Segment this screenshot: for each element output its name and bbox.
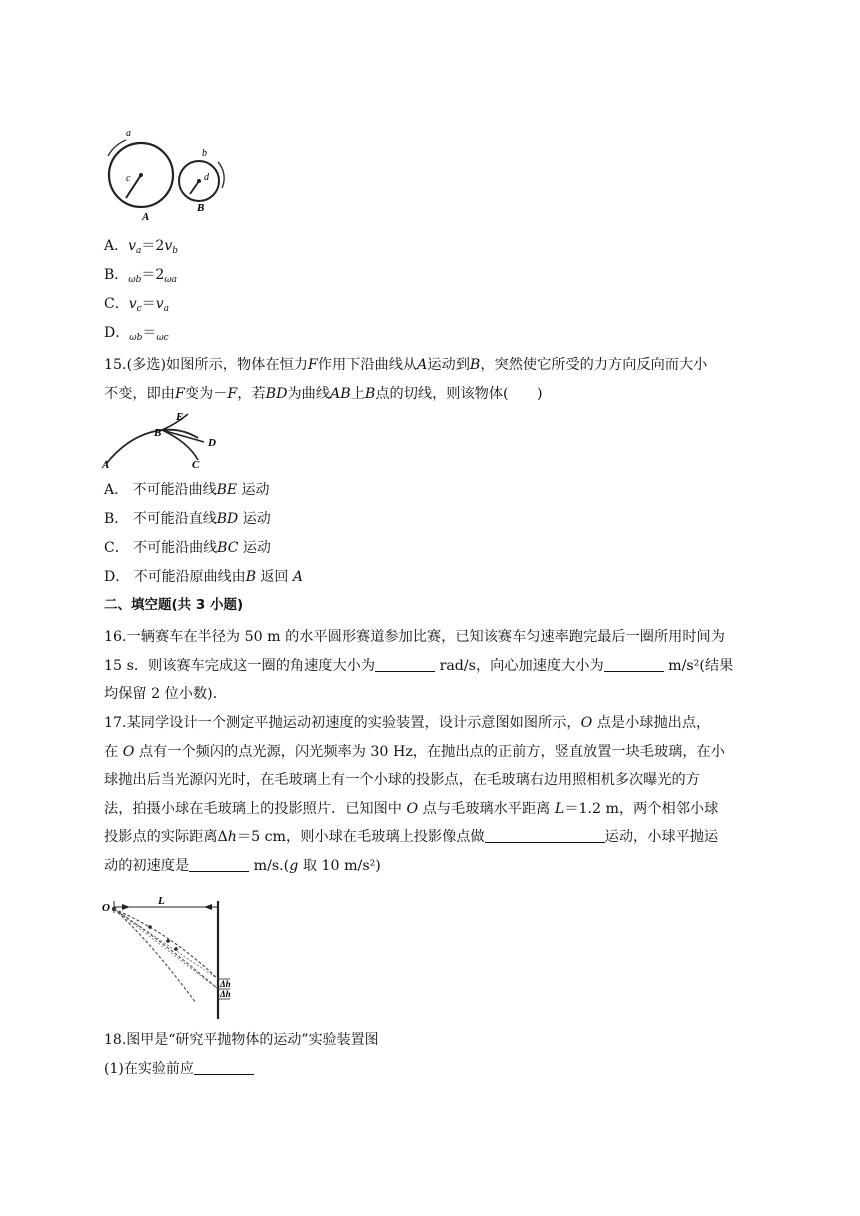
q16-blank-2[interactable] [604, 657, 664, 672]
q16-line2: 15 s．则该赛车完成这一圈的角速度大小为 rad/s，向心加速度大小为 m/s²(结果 [104, 657, 734, 674]
q14-label-a: a [126, 128, 131, 139]
q17-label-dh2: Δh [220, 989, 231, 999]
q14-label-A: A [142, 211, 150, 222]
q14-option-d: D．$_{\omega b}=_{\omega c}$ [104, 325, 169, 343]
q16-stem [104, 623, 756, 709]
q15-stem-line1: 15.(多选)如图所示，物体在恒力F作用下沿曲线从A运动到B，突然使它所受的力方向反向而大小 [104, 357, 708, 373]
q18-blank-1[interactable] [194, 1060, 254, 1075]
q15-stem-line2: 不变，即由F变为－F，若BD为曲线AB上B点的切线，则该物体( ) [104, 385, 543, 402]
q17-line3: 球抛出后当光源闪光时，在毛玻璃上有一个小球的投影点，在毛玻璃右边用照相机多次曝光的方 [104, 772, 700, 788]
q17-line5: 投影点的实际距离Δh＝5 cm，则小球在毛玻璃上投影像点做 运动，小球平抛运 [104, 829, 719, 845]
q17-line1: 17.某同学设计一个测定平抛运动初速度的实验装置，设计示意图如图所示，O 点是小球抛出点， [104, 715, 711, 731]
q14-label-B: B [197, 202, 205, 214]
q17-blank-1[interactable] [485, 828, 605, 843]
q15-figure [100, 408, 230, 470]
q17-figure [100, 893, 240, 1023]
q14-option-a: A．$v_a=2v_b$ [104, 238, 179, 256]
q15-label-D: D [208, 437, 216, 449]
q15-label-A: A [102, 459, 110, 470]
q16-line3: 均保留 2 位小数)． [104, 686, 227, 702]
q14-figure [100, 126, 235, 222]
q17-blank-2[interactable] [189, 857, 249, 872]
q15-option-b: B． 不可能沿直线BD 运动 [104, 511, 271, 527]
q16-line1: 16.一辆赛车在半径为 50 m 的水平圆形赛道参加比赛，已知该赛车匀速率跑完最后一圈所用时间为 [104, 629, 725, 645]
q14-label-b: b [202, 148, 207, 159]
q14-option-b: B．$_{\omega b}=2_{\omega a}$ [104, 267, 178, 285]
q17-line4: 法，拍摄小球在毛玻璃上的投影照片．已知图中 O 点与毛玻璃水平距离 L＝1.2 m，两个相邻小球 [104, 800, 719, 817]
q17-line6: 动的初速度是 m/s.(g 取 10 m/s²) [104, 857, 381, 874]
q17-line2: 在 O 点有一个频闪的点光源，闪光频率为 30 Hz，在抛出点的正前方，竖直放置一块毛玻璃，在小 [104, 743, 725, 760]
section-heading: 二、填空题(共 3 小题) [104, 597, 244, 613]
q15-option-d: D． 不可能沿原曲线由B 返回 A [104, 569, 304, 585]
q15-label-C: C [192, 459, 200, 470]
q15-label-B: B [154, 427, 162, 439]
q15-option-c: C． 不可能沿曲线BC 运动 [104, 540, 271, 556]
q14-option-c: C．$v_c=v_a$ [104, 296, 169, 314]
q14-label-c: c [126, 173, 131, 184]
q15-label-E: E [176, 411, 184, 423]
q17-stem [104, 709, 756, 880]
q15-option-a: A． 不可能沿曲线BE 运动 [104, 482, 270, 498]
q17-label-O: O [102, 902, 110, 914]
q18-line1: 18.图甲是“研究平抛物体的运动”实验装置图 [104, 1032, 379, 1048]
q16-blank-1[interactable] [375, 657, 435, 672]
q18-line2: (1)在实验前应 [104, 1059, 254, 1079]
q17-label-L: L [158, 895, 165, 907]
q15-stem [104, 351, 756, 408]
q14-label-d: d [204, 172, 209, 183]
q17-label-dh1: Δh [220, 979, 231, 989]
